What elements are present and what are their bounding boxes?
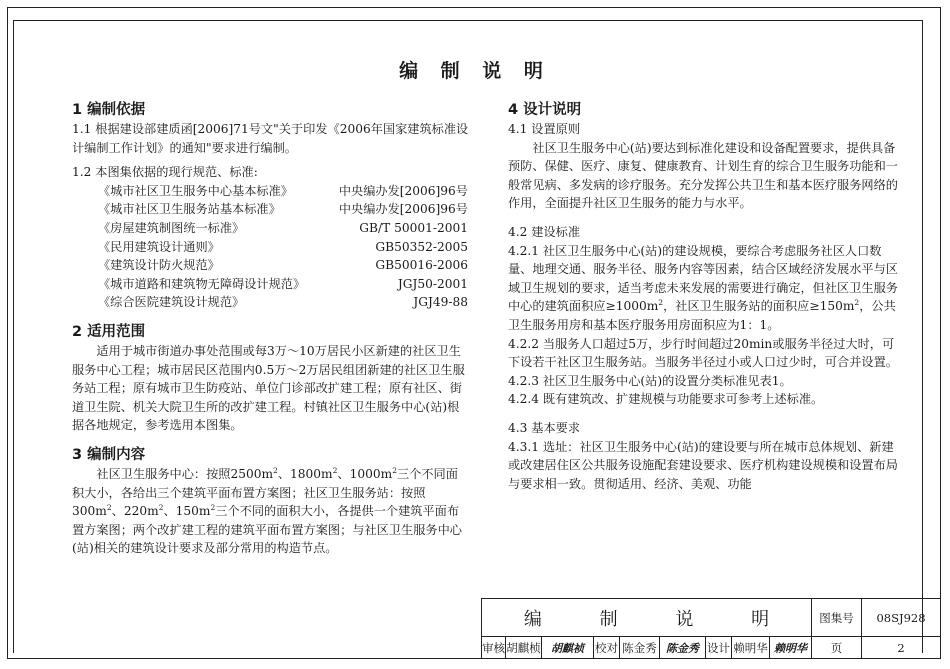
design-name: 赖明华 — [732, 637, 770, 659]
clause-4-1-text: 社区卫生服务中心(站)要达到标准化建设和设备配置要求，提供具备预防、保健、医疗、康复、健康教育、计划生育的综合卫生服务功能和一般常见病、多发病的诊疗服务。充分发挥公共卫生和基本医疗服务网络的作用，全面提升社区卫生服务的能力与水平。 — [508, 140, 898, 211]
clause-4-3-1: 4.3.1 选址：社区卫生服务中心(站)的建设要与所在城市总体规划、新建或改建居住区公共服务设施配套建设要求、医疗机构建设规模和设置布局与要求相一致。贯彻适用、经济、美观、功能 — [508, 439, 898, 491]
clause-1-1: 1.1 根据建设部建质函[2006]71号文"关于印发《2006年国家建筑标准设计编制工作计划》的通知"要求进行编制。 — [72, 122, 469, 155]
standard-item: 《城市道路和建筑物无障碍设计规范》 JGJ50-2001 — [98, 276, 468, 291]
title-block — [481, 598, 941, 659]
atlas-label: 图集号 — [812, 599, 862, 636]
clause-4-2-2: 4.2.2 当服务人口超过5万，步行时间超过20min或服务半径过大时，可下设若干社区卫生服务站。当服务半径过小或人口过少时，可合并设置。 — [508, 336, 898, 370]
section-3-text: 社区卫生服务中心：按照$2500m^2$、$1800m^2$、$1000m^2$三个不同面积大小，各给出三个建筑平面布置方案图；社区卫生服务站：按照$300m^2$、$220m^2$、$150m^2$三个不同的面积大小，各提供一个建筑平面布置方案图；两个改扩建工程的建筑平面布置方案图；与社区卫生服务中心(站)相关的建筑设计要求及部分常用的构造节点。 — [72, 465, 462, 556]
clause-4-3: 4.3 基本要求 — [508, 420, 581, 435]
title-block-title: 编 制 说 明 — [482, 599, 812, 636]
section-2-text: 适用于城市街道办事处范围或每3万～10万居民小区新建的社区卫生服务中心工程；城市居民区范围内0.5万～2万居民组团新建的社区卫生服务站工程；原有城市卫生防疫站、单位门诊部改扩建工程；原有社区、街道卫生院、机关大院卫生所的改扩建工程。村镇社区卫生服务中心(站)根据各地规定，参考选用本图集。 — [72, 343, 465, 433]
standards-list — [72, 182, 470, 312]
review-signature: 胡麒祯 — [542, 637, 594, 659]
review-label: 审核 — [482, 637, 506, 659]
section-3-heading: 3 编制内容 — [72, 446, 146, 463]
check-name: 陈金秀 — [620, 637, 660, 659]
check-signature: 陈金秀 — [660, 637, 706, 659]
section-1-heading: 1 编制依据 — [72, 102, 146, 118]
page-label: 页 — [812, 637, 862, 659]
section-4-heading: 4 设计说明 — [508, 102, 582, 118]
review-name: 胡麒桢 — [506, 637, 542, 659]
standard-item: 《民用建筑设计通则》 GB50352-2005 — [98, 239, 468, 254]
standard-item: 《建筑设计防火规范》 GB50016-2006 — [98, 258, 468, 273]
clause-4-2-3: 4.2.3 社区卫生服务中心(站)的设置分类标准见表1。 — [508, 373, 792, 388]
page-number: 2 — [897, 641, 905, 655]
check-label: 校对 — [594, 637, 620, 659]
clause-1-2: 1.2 本图集依据的现行规范、标准: — [72, 165, 258, 180]
design-label: 设计 — [706, 637, 732, 659]
standard-item: 《城市社区卫生服务中心基本标准》 中央编办发[2006]96号 — [98, 183, 468, 198]
right-column — [508, 100, 898, 493]
atlas-number: 08SJ928 — [876, 610, 926, 625]
clause-4-2-4: 4.2.4 既有建筑改、扩建规模与功能要求可参考上述标准。 — [508, 392, 824, 407]
clause-4-1: 4.1 设置原则 — [508, 122, 581, 136]
page-title: 编 制 说 明 — [399, 60, 551, 82]
left-column — [72, 100, 470, 558]
standard-item: 《房屋建筑制图统一标准》 GB/T 50001-2001 — [98, 220, 468, 235]
clause-4-2-1: 4.2.1 社区卫生服务中心(站)的建设规模，要综合考虑服务社区人口数量、地理交通、服务半径、服务内容等因素，结合区域经济发展水平与区域卫生规划的要求，适当考虑未来发展的需要进行确定，但社区卫生服务中心的建筑面积应$\ge 1000m^2$，社区卫生服务站的面积应$\ge 150m^2$，公共卫生服务用房和基本医疗服务用房面积应为1：1。 — [508, 243, 898, 332]
clause-4-2: 4.2 建设标准 — [508, 224, 581, 239]
standard-item: 《城市社区卫生服务站基本标准》 中央编办发[2006]96号 — [98, 202, 468, 217]
standard-item: 《综合医院建筑设计规范》 JGJ49-88 — [98, 295, 468, 310]
section-2-heading: 2 适用范围 — [72, 323, 146, 340]
design-signature: 赖明华 — [770, 637, 812, 659]
